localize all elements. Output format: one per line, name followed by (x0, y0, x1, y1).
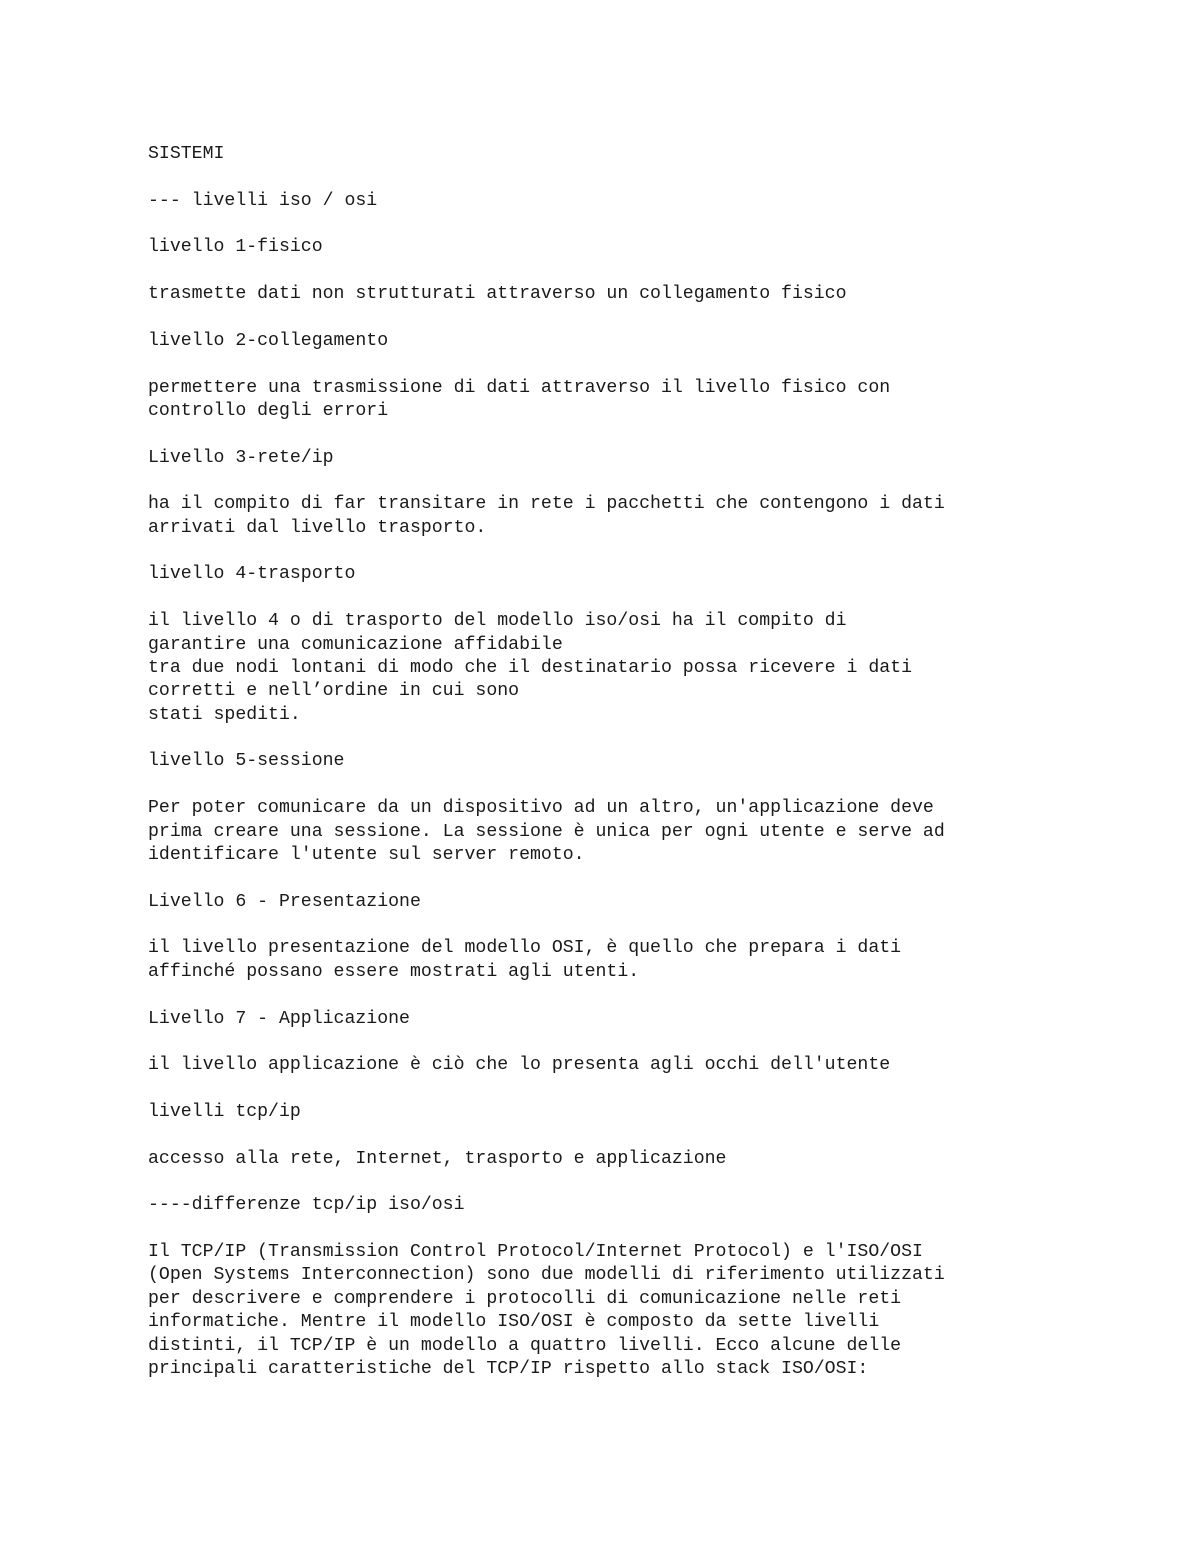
paragraph-heading-level-7 (148, 1008, 1108, 1031)
text-line: Il TCP/IP (Transmission Control Protocol/Internet Protocol) e l'ISO/OSI (148, 1242, 923, 1263)
paragraph-text-differences (148, 1241, 1108, 1381)
paragraph-heading-level-1 (148, 236, 1108, 259)
paragraph-heading-level-2 (148, 330, 1108, 353)
text-line: Livello 6 - Presentazione (148, 891, 421, 912)
paragraph-text-level-6 (148, 937, 1108, 984)
paragraph-title (148, 143, 1108, 166)
text-line: il livello 4 o di trasporto del modello iso/osi ha il compito di (148, 611, 847, 632)
paragraph-heading-level-4 (148, 563, 1108, 586)
text-line: livelli tcp/ip (148, 1101, 301, 1122)
text-line: il livello applicazione è ciò che lo presenta agli occhi dell'utente (148, 1055, 891, 1076)
text-line: il livello presentazione del modello OSI, è quello che prepara i dati (148, 938, 902, 959)
text-line: tra due nodi lontani di modo che il destinatario possa ricevere i dati (148, 657, 912, 678)
text-line: Livello 3-rete/ip (148, 447, 334, 468)
text-line: livello 1-fisico (148, 237, 323, 258)
text-line: --- livelli iso / osi (148, 190, 378, 211)
paragraph-text-level-3 (148, 493, 1108, 540)
text-line: livello 2-collegamento (148, 330, 389, 351)
text-line: SISTEMI (148, 144, 225, 164)
paragraph-heading-differences (148, 1194, 1108, 1217)
paragraph-heading-level-6 (148, 891, 1108, 914)
text-line: informatiche. Mentre il modello ISO/OSI è composto da sette livelli (148, 1312, 880, 1333)
text-line: identificare l'utente sul server remoto. (148, 844, 585, 865)
paragraph-heading-level-5 (148, 750, 1108, 773)
text-line: garantire una comunicazione affidabile (148, 634, 563, 655)
text-line: Per poter comunicare da un dispositivo ad un altro, un'applicazione deve (148, 798, 934, 819)
document-body (148, 143, 1108, 1405)
text-line: affinché possano essere mostrati agli utenti. (148, 961, 640, 982)
text-line: distinti, il TCP/IP è un modello a quattro livelli. Ecco alcune delle (148, 1335, 902, 1356)
text-line: per descrivere e comprendere i protocolli di comunicazione nelle reti (148, 1288, 902, 1309)
paragraph-text-level-5 (148, 797, 1108, 867)
paragraph-text-level-4 (148, 610, 1108, 727)
text-line: livello 5-sessione (148, 751, 345, 772)
paragraph-text-level-2 (148, 377, 1108, 424)
paragraph-heading-iso-osi (148, 190, 1108, 213)
text-line: ----differenze tcp/ip iso/osi (148, 1195, 465, 1216)
text-line: livello 4-trasporto (148, 564, 356, 585)
text-line: corretti e nell’ordine in cui sono (148, 681, 520, 702)
paragraph-heading-level-3 (148, 447, 1108, 470)
text-line: ha il compito di far transitare in rete i pacchetti che contengono i dati (148, 494, 945, 515)
text-line: stati spediti. (148, 704, 301, 725)
text-line: Livello 7 - Applicazione (148, 1008, 410, 1029)
text-line: controllo degli errori (148, 400, 389, 421)
text-line: prima creare una sessione. La sessione è unica per ogni utente e serve ad (148, 821, 945, 842)
paragraph-text-level-1 (148, 283, 1108, 306)
paragraph-heading-tcp-ip (148, 1101, 1108, 1124)
text-line: permettere una trasmissione di dati attraverso il livello fisico con (148, 377, 891, 398)
text-line: trasmette dati non strutturati attraverso un collegamento fisico (148, 284, 847, 305)
text-line: accesso alla rete, Internet, trasporto e applicazione (148, 1148, 727, 1169)
text-line: arrivati dal livello trasporto. (148, 517, 487, 538)
paragraph-text-level-7 (148, 1054, 1108, 1077)
paragraph-text-tcp-ip (148, 1148, 1108, 1171)
text-line: principali caratteristiche del TCP/IP rispetto allo stack ISO/OSI: (148, 1359, 869, 1380)
text-line: (Open Systems Interconnection) sono due modelli di riferimento utilizzati (148, 1265, 945, 1286)
